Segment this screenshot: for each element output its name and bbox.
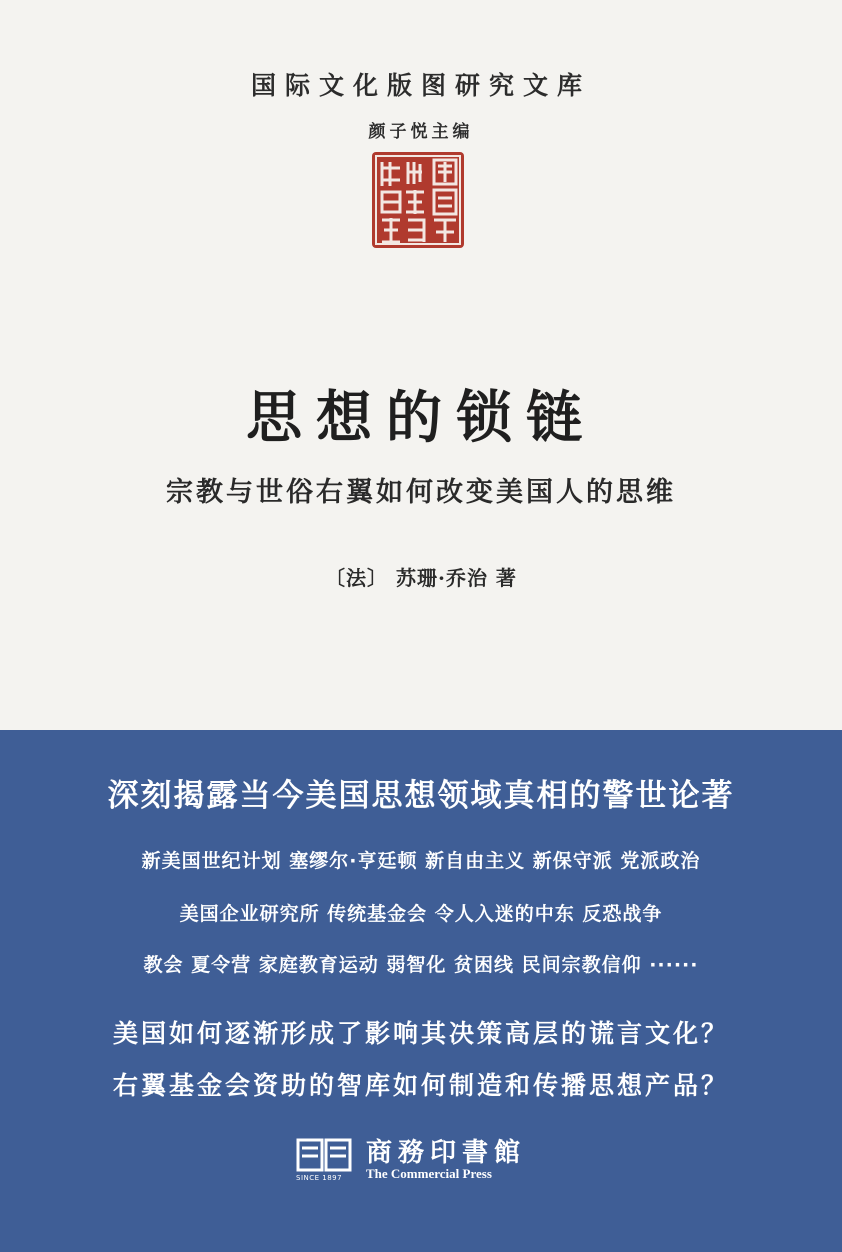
- series-title: 国际文化版图研究文库: [250, 71, 591, 100]
- series-seal-icon: [370, 150, 466, 250]
- keyword-line: 教会 夏令营 家庭教育运动 弱智化 贫困线 民间宗教信仰 ······: [143, 954, 699, 976]
- publisher-name-en: The Commercial Press: [366, 1166, 492, 1181]
- book-author: 〔法〕 苏珊·乔治 著: [325, 566, 517, 590]
- keyword-line: 美国企业研究所 传统基金会 令人入迷的中东 反恐战争: [179, 903, 663, 925]
- publisher-name-cn: 商務印書館: [366, 1138, 527, 1168]
- keyword-line: 新美国世纪计划 塞缪尔·亨廷顿 新自由主义 新保守派 党派政治: [141, 850, 701, 872]
- question-line: 右翼基金会资助的智库如何制造和传播思想产品？: [112, 1071, 729, 1100]
- book-title: 思想的锁链: [246, 385, 596, 451]
- publisher-since: SINCE 1897: [296, 1174, 343, 1182]
- question-line: 美国如何逐渐形成了影响其决策高层的谎言文化？: [112, 1019, 729, 1048]
- series-editor: 颜子悦主编: [368, 122, 474, 142]
- tagline: 深刻揭露当今美国思想领域真相的警世论著: [107, 778, 735, 814]
- publisher-imprint: [294, 1132, 554, 1188]
- book-subtitle: 宗教与世俗右翼如何改变美国人的思维: [166, 477, 676, 508]
